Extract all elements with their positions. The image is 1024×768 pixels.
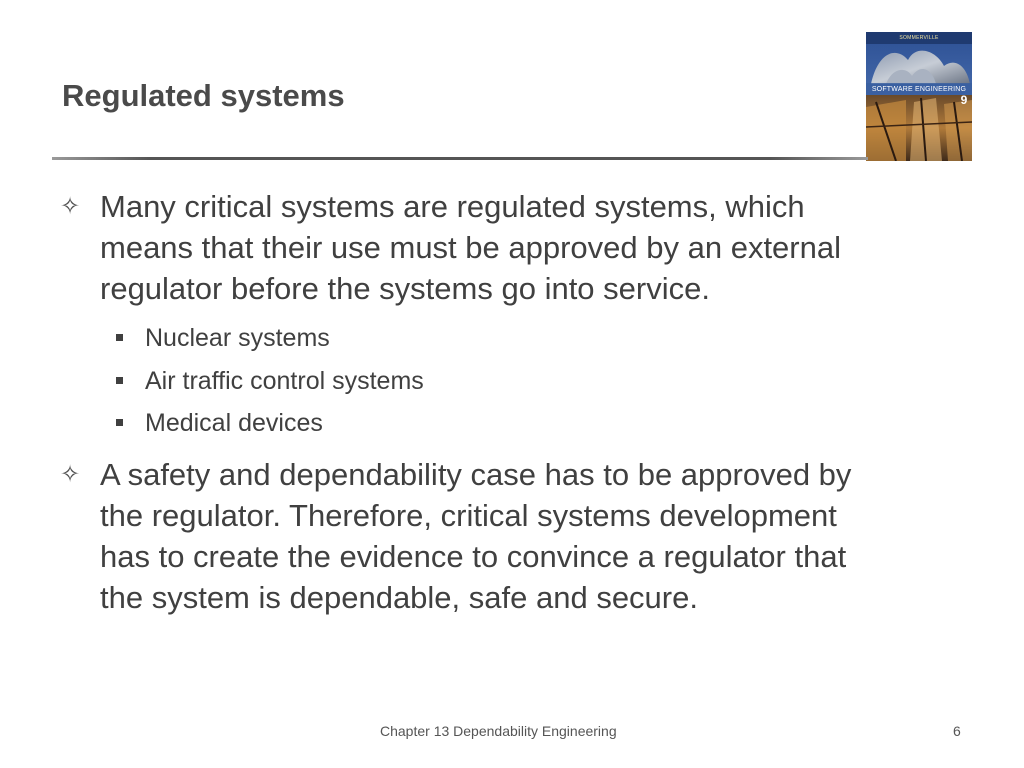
title-divider — [52, 157, 868, 160]
book-cover-art — [866, 32, 972, 161]
bullet-line: regulator before the systems go into service. — [100, 271, 710, 306]
bullet-line: means that their use must be approved by an external — [100, 230, 841, 265]
square-bullet-icon — [116, 377, 123, 384]
square-bullet-icon — [116, 419, 123, 426]
bullet-text — [100, 186, 950, 309]
sub-bullet-text: Air traffic control systems — [145, 367, 424, 395]
book-cover-image — [866, 32, 972, 161]
bullet-line: the system is dependable, safe and secure. — [100, 580, 698, 615]
bullet-line: the regulator. Therefore, critical systems development — [100, 498, 837, 533]
cover-edition: 9 — [960, 93, 968, 107]
bullet-line: has to create the evidence to convince a regulator that — [100, 539, 847, 574]
sub-bullet-text: Medical devices — [145, 409, 323, 437]
four-pointed-star-icon: ✧ — [60, 192, 81, 220]
sub-bullet-text: Nuclear systems — [145, 324, 330, 352]
bullet-line: Many critical systems are regulated systems, which — [100, 189, 805, 224]
four-pointed-star-icon: ✧ — [60, 460, 81, 488]
square-bullet-icon — [116, 334, 123, 341]
slide-title: Regulated systems — [62, 78, 345, 113]
bullet-line: A safety and dependability case has to be approved by — [100, 457, 852, 492]
bullet-text — [100, 454, 950, 618]
cover-author: SOMMERVILLE — [899, 35, 939, 41]
cover-title: SOFTWARE ENGINEERING — [871, 86, 967, 93]
page-number: 6 — [953, 723, 961, 739]
slide-footer: Chapter 13 Dependability Engineering — [380, 723, 617, 739]
